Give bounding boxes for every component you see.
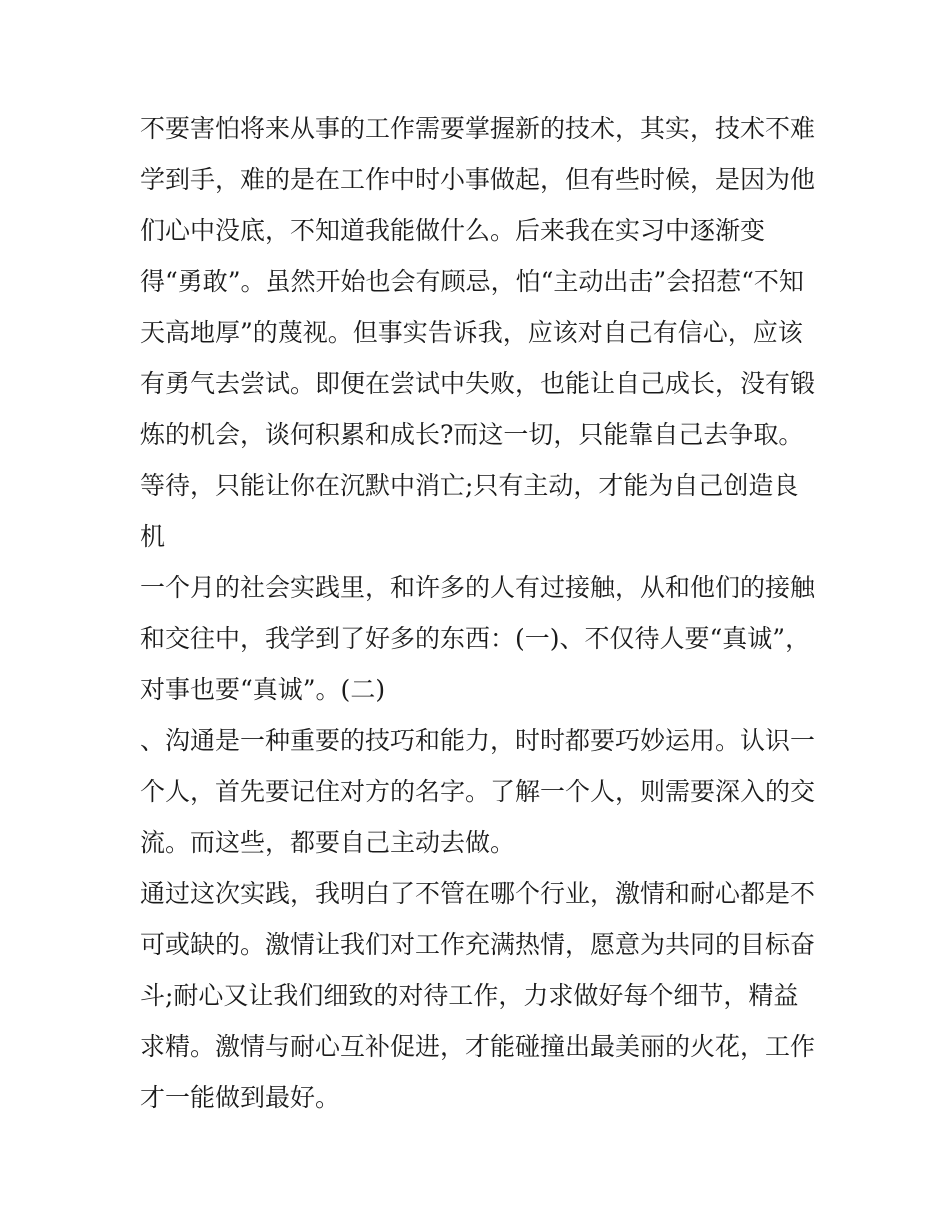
text-line: 学到手，难的是在工作中时小事做起，但有些时候，是因为他 [140,165,816,194]
text-line: 机 [140,522,166,551]
text-line: 一个月的社会实践里，和许多的人有过接触，从和他们的接触 [140,573,816,602]
text-line: 才一能做到最好。 [140,1083,341,1112]
text-line: 通过这次实践，我明白了不管在哪个行业，激情和耐心都是不 [140,879,816,908]
text-line: 可或缺的。激情让我们对工作充满热情，愿意为共同的目标奋 [140,930,816,959]
text-line: 流。而这些，都要自己主动去做。 [140,828,516,857]
text-line: 天高地厚”的蔑视。但事实告诉我，应该对自己有信心，应该 [140,318,803,347]
text-line: 不要害怕将来从事的工作需要掌握新的技术，其实，技术不难 [140,114,816,143]
text-line: 求精。激情与耐心互补促进，才能碰撞出最美丽的火花，工作 [140,1032,816,1061]
text-line: 炼的机会，谈何积累和成长?而这一切，只能靠自己去争取。 [140,420,804,449]
text-line: 、沟通是一种重要的技巧和能力，时时都要巧妙运用。认识一 [140,726,816,755]
text-line: 们心中没底，不知道我能做什么。后来我在实习中逐渐变 [140,216,766,245]
text-line: 有勇气去尝试。即便在尝试中失败，也能让自己成长，没有锻 [140,369,816,398]
text-line: 等待，只能让你在沉默中消亡;只有主动，才能为自己创造良 [140,471,799,500]
text-line: 对事也要“真诚”。(二) [140,675,386,704]
text-line: 和交往中，我学到了好多的东西：(一)、不仅待人要“真诚”， [140,624,811,653]
text-line: 得“勇敢”。虽然开始也会有顾忌，怕“主动出击”会招惹“不知 [140,267,804,296]
text-line: 个人，首先要记住对方的名字。了解一个人，则需要深入的交 [140,777,816,806]
text-line: 斗;耐心又让我们细致的对待工作，力求做好每个细节，精益 [140,981,799,1010]
body-text [140,103,820,1123]
